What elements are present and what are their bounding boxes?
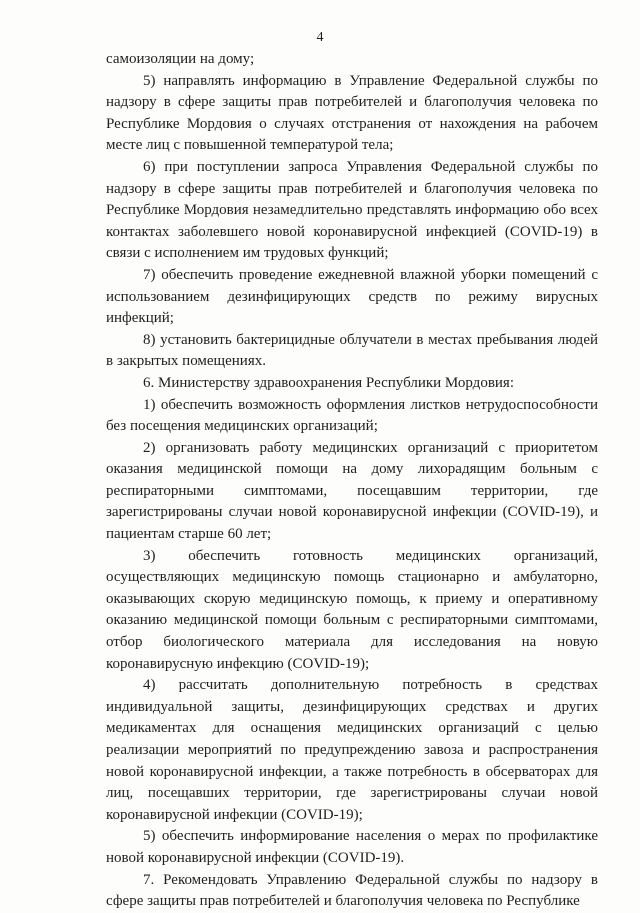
paragraph-item-5: 5) направлять информацию в Управление Федеральной службы по надзору в сфере защиты прав потребителей и благополучия человека по Республике Мордовия о случаях отстранения от нахождения на рабочем месте лиц с повышенной температурой тела; — [106, 72, 598, 154]
paragraph-item-7: 7) обеспечить проведение ежедневной влажной уборки помещений с использованием дезинфицирующих средств по режиму вирусных инфекций; — [106, 266, 598, 327]
paragraph-item-6: 6) при поступлении запроса Управления Федеральной службы по надзору в сфере защиты прав потребителей и благополучия человека по Республике Мордовия незамедлительно представлять информацию обо всех контактах заболевшего новой коронавирусной инфекцией (COVID-19) в связи с исполнением им трудовых функций; — [106, 158, 598, 262]
page-number: 4 — [316, 30, 324, 45]
paragraph-section-6-item-2: 2) организовать работу медицинских организаций с приоритетом оказания медицинской помощи на дому лихорадящим больным с респираторными симптомами, посещавшим территории, где зарегистрированы случаи новой коронавирусной инфекции (COVID-19), и пациентам старше 60 лет; — [106, 439, 598, 543]
paragraph-section-6-item-4: 4) рассчитать дополнительную потребность в средствах индивидуальной защиты, дезинфицирующих средствах и других медикаментах для оснащения медицинских организаций с целью реализации мероприятий по предупреждению завоза и распространения новой коронавирусной инфекции, а также потребность в обсерваторах для лиц, посещавших территории, где зарегистрированы случаи новой коронавирусной инфекции (COVID-19); — [106, 677, 598, 823]
document-body — [106, 49, 598, 913]
paragraph-section-6-item-1: 1) обеспечить возможность оформления листков нетрудоспособности без посещения медицинских организаций; — [106, 396, 598, 435]
section-7-text: 7. Рекомендовать Управлению Федеральной службы по надзору в сфере защиты прав потребителей и благополучия человека по Республике — [106, 871, 598, 910]
paragraph-section-6-item-3: 3) обеспечить готовность медицинских организаций, осуществляющих медицинскую помощь стационарно и амбулаторно, оказывающих скорую медицинскую помощь, к приему и оперативному оказанию медицинской помощи больным с респираторными симптомами, отбор биологического материала для исследования на новую коронавирусную инфекцию (COVID-19); — [106, 547, 598, 672]
paragraph-section-6-item-5: 5) обеспечить информирование населения о мерах по профилактике новой коронавирусной инфекции (COVID-19). — [106, 828, 598, 866]
section-6-heading: 6. Министерству здравоохранения Республики Мордовия: — [143, 374, 514, 391]
paragraph-item-8: 8) установить бактерицидные облучатели в местах пребывания людей в закрытых помещениях. — [106, 331, 598, 370]
paragraph-continuation: самоизоляции на дому; — [106, 51, 255, 67]
